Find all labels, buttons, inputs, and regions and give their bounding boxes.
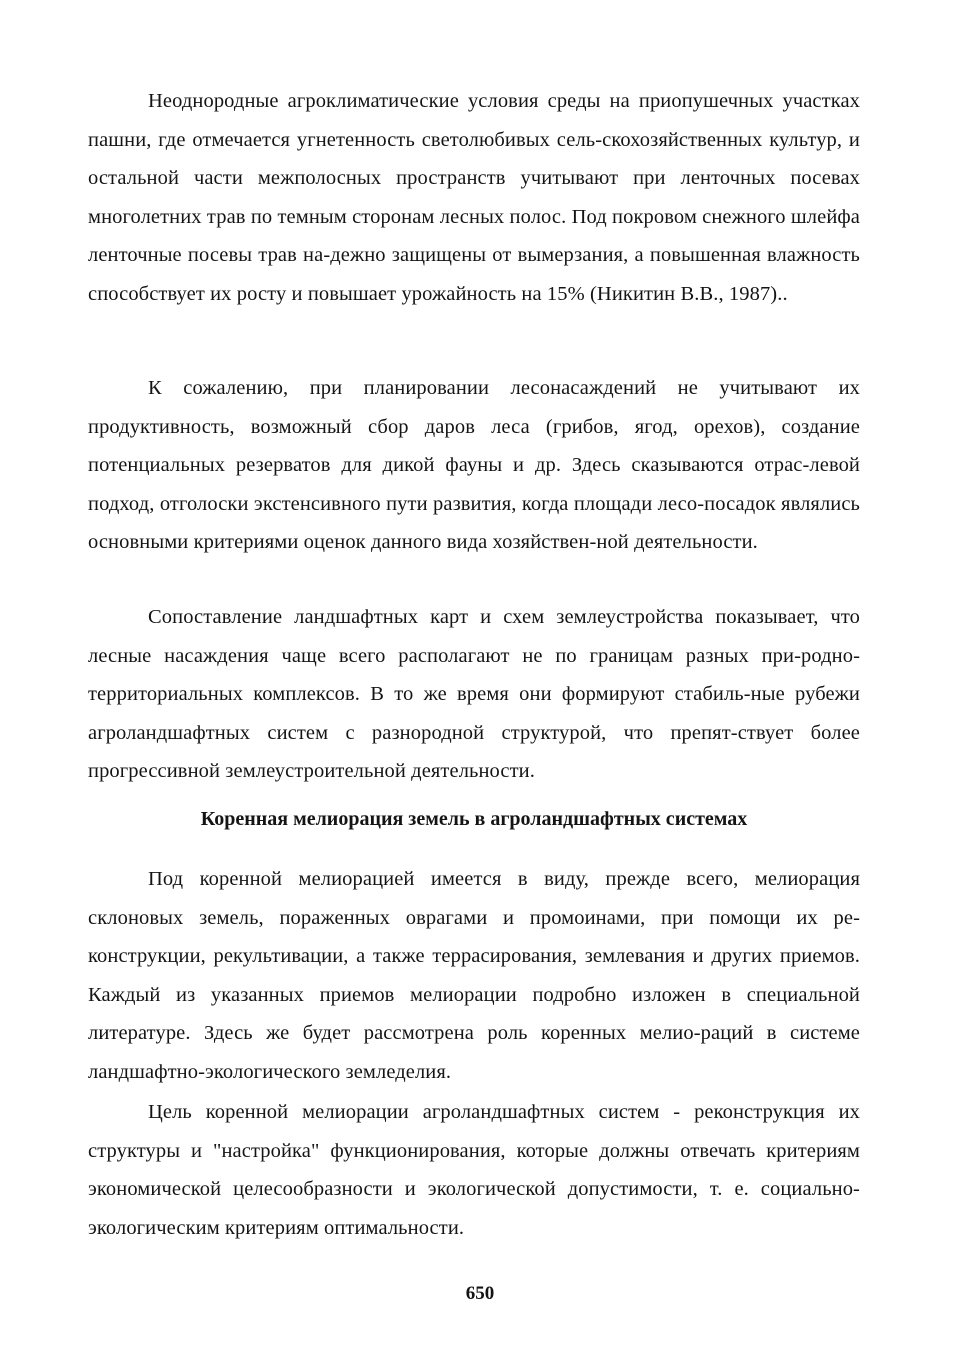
section-heading: Коренная мелиорация земель в агроландшафтных системах (200, 808, 748, 830)
paragraph-root-melioration-definition: Под коренной мелиорацией имеется в виду, прежде всего, мелиорация склоновых земель, пораженных оврагами и промоинами, при помощи их ре-конструкции, рекультивации, а также террасирования, землевания и других приемов. Каждый из указанных приемов мелиорации подробно изложен в специальной литературе. Здесь же будет рассмотрена роль коренных мелио-раций в системе ландшафтно-экологического земледелия. (88, 868, 860, 1083)
paragraph-landscape-maps-comparison: Сопоставление ландшафтных карт и схем землеустройства показывает, что лесные насаждения чаще всего располагают не по границам разных при-родно-территориальных комплексов. В то же время они формируют стабиль-ные рубежи агроландшафтных систем с разнородной структурой, что препят-ствует более прогрессивной землеустроительной деятельности. (88, 606, 860, 782)
page-number: 650 (465, 1283, 495, 1304)
paragraph-forest-planting-planning: К сожалению, при планировании лесонасаждений не учитывают их продуктивность, возможный сбор даров леса (грибов, ягод, орехов), создание потенциальных резерватов для дикой фауны и др. Здесь сказываются отрас-левой подход, отголоски экстенсивного пути развития, когда площади лесо-посадок являлись основными критериями оценок данного вида хозяйствен-ной деятельности. (88, 377, 860, 553)
paragraph-root-melioration-goal: Цель коренной мелиорации агроландшафтных систем - реконструкция их структуры и "настройка" функционирования, которые должны отвечать критериям экономической целесообразности и экологической допустимости, т. е. социально-экологическим критериям оптимальности. (88, 1101, 860, 1239)
paragraph-agroclimatic-conditions: Неоднородные агроклиматические условия среды на приопушечных участках пашни, где отмечается угнетенность светолюбивых сель-скохозяйственных культур, и остальной части межполосных пространств учитывают при ленточных посевах многолетних трав по темным сторонам лесных полос. Под покровом снежного шлейфа ленточные посевы трав на-дежно защищены от вымерзания, а повышенная влажность способствует их росту и повышает урожайность на 15% (Никитин В.В., 1987).. (88, 90, 860, 305)
